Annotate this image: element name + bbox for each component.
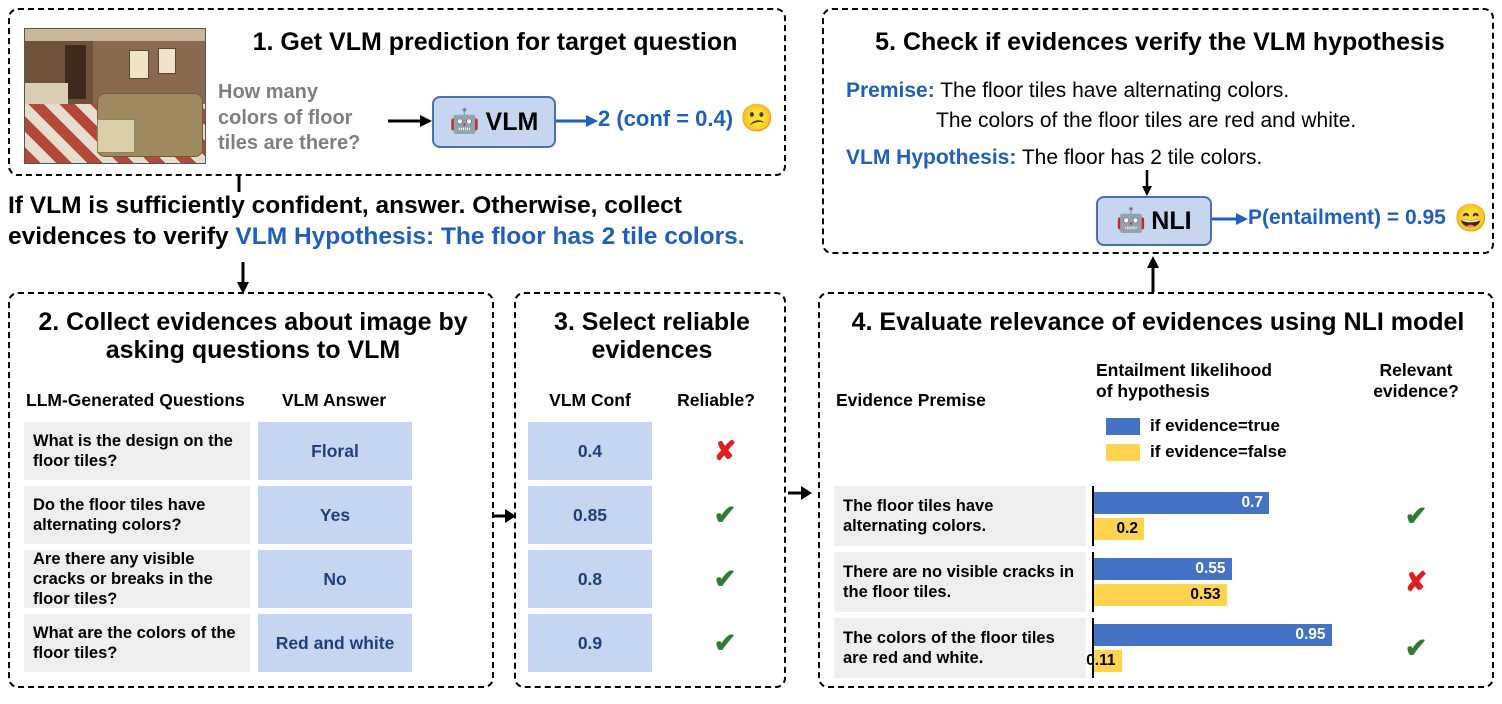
answer-cell: No: [258, 550, 412, 608]
panel-evaluate-relevance: [818, 292, 1494, 688]
hypothesis-block: [846, 146, 1476, 170]
nli-model-box: [1096, 196, 1212, 246]
connector-caption-panel2: [236, 262, 250, 294]
table-row: [24, 422, 482, 480]
question-cell: Do the floor tiles have alternating colors?: [24, 486, 250, 544]
col-header-reliable: Reliable?: [677, 390, 755, 410]
caption-line1: If VLM is sufficiently confident, answer. Otherwise, collect: [8, 192, 682, 219]
question-cell: Are there any visible cracks or breaks in the floor tiles?: [24, 550, 250, 608]
panel3-title: [526, 308, 778, 364]
panel4-title: 4. Evaluate relevance of evidences using NLI model: [851, 308, 1465, 336]
table-row: [24, 614, 482, 672]
vlm-prediction: 2 (conf = 0.4): [598, 106, 734, 131]
panel-get-vlm-prediction: [8, 8, 786, 176]
legend-label-true: if evidence=true: [1150, 416, 1280, 435]
caption-line2: [8, 221, 798, 252]
connector-panel4-panel5: [1146, 254, 1160, 294]
arrow-panel2-panel3: [494, 508, 516, 524]
conf-cell: 0.85: [528, 486, 652, 544]
premise-block: [846, 76, 1476, 136]
legend-item-true: [1106, 416, 1280, 436]
arrow-hypothesis-to-nli: [1140, 170, 1154, 196]
col-header-vlm-conf: VLM Conf: [549, 390, 631, 410]
premise-line1: The floor tiles have alternating colors.: [940, 79, 1290, 102]
panel2-title-line2: asking questions to VLM: [105, 336, 401, 364]
evidence-premise-cell: The floor tiles have alternating colors.: [834, 486, 1086, 546]
arrow-question-to-vlm: [388, 114, 432, 128]
reliable-mark: ✔: [713, 627, 737, 658]
panel-select-reliable-evidences: [514, 292, 786, 688]
entailment-bar-chart: [1086, 618, 1344, 678]
col-header-relevant: [1348, 360, 1484, 402]
bar-evidence-true: 0.55: [1094, 558, 1232, 580]
target-question: How many colors of floor tiles are there?: [218, 81, 361, 155]
panel-check-evidences-verify: [822, 8, 1494, 254]
entailment-result: P(entailment) = 0.95: [1248, 206, 1446, 229]
col-header-vlm-answer: VLM Answer: [281, 390, 387, 410]
answer-cell: Red and white: [258, 614, 412, 672]
table-row: [528, 422, 778, 480]
entailment-bar-chart: [1092, 552, 1344, 612]
legend-item-false: [1106, 442, 1287, 462]
evidence-premise-cell: There are no visible cracks in the floor tiles.: [834, 552, 1086, 612]
reliable-mark: ✔: [713, 563, 737, 594]
flow-caption: [8, 190, 798, 253]
col-header-relevant-line1: Relevant: [1379, 360, 1453, 380]
bar-evidence-false: 0.11: [1094, 650, 1122, 672]
table-row: [24, 486, 482, 544]
legend-swatch-true-icon: [1106, 418, 1140, 435]
panel2-title: [24, 308, 482, 364]
panel2-title-line1: 2. Collect evidences about image by: [38, 308, 468, 336]
bar-evidence-false: 0.2: [1094, 518, 1144, 540]
evidence-premise-cell: The colors of the floor tiles are red and white.: [834, 618, 1086, 678]
panel3-title-line2: evidences: [591, 336, 713, 364]
answer-cell: Floral: [258, 422, 412, 480]
table-row: [834, 618, 1484, 678]
col-header-entailment-line1: Entailment likelihood: [1096, 360, 1272, 380]
col-header-evidence-premise: Evidence Premise: [836, 390, 986, 410]
conf-cell: 0.9: [528, 614, 652, 672]
hypothesis-text: The floor has 2 tile colors.: [1021, 146, 1263, 169]
reliable-mark: ✘: [713, 435, 737, 466]
vlm-label: VLM: [485, 107, 539, 136]
robot-icon: 🤖: [1116, 207, 1147, 234]
panel3-title-line1: 3. Select reliable: [554, 308, 750, 336]
col-header-entailment-line2: of hypothesis: [1096, 381, 1210, 401]
confused-emoji: 😕: [740, 103, 774, 133]
col-header-questions: LLM-Generated Questions: [26, 390, 245, 410]
question-cell: What are the colors of the floor tiles?: [24, 614, 250, 672]
happy-emoji: 😄: [1454, 203, 1488, 233]
robot-icon: 🤖: [449, 108, 480, 135]
conf-cell: 0.8: [528, 550, 652, 608]
relevant-mark: ✘: [1404, 566, 1428, 597]
bar-evidence-true: 0.95: [1094, 624, 1332, 646]
table-row: [528, 614, 778, 672]
premise-label: Premise:: [846, 79, 935, 102]
room-photo: [24, 28, 206, 164]
bar-evidence-false: 0.53: [1094, 584, 1227, 606]
table-row: [528, 550, 778, 608]
panel1-title: 1. Get VLM prediction for target question: [252, 28, 738, 56]
entailment-bar-chart: [1092, 486, 1344, 546]
answer-cell: Yes: [258, 486, 412, 544]
caption-line2-prefix: evidences to verify: [8, 223, 236, 251]
col-header-entailment: [1096, 360, 1326, 402]
hypothesis-label: VLM Hypothesis:: [846, 146, 1017, 169]
question-cell: What is the design on the floor tiles?: [24, 422, 250, 480]
legend-label-false: if evidence=false: [1150, 442, 1287, 461]
panel-collect-evidences: [8, 292, 494, 688]
conf-cell: 0.4: [528, 422, 652, 480]
nli-label: NLI: [1151, 206, 1192, 235]
relevant-mark: ✔: [1404, 500, 1428, 531]
bar-evidence-true: 0.7: [1094, 492, 1269, 514]
premise-line2: The colors of the floor tiles are red and white.: [936, 108, 1357, 132]
table-row: [834, 486, 1484, 546]
reliable-mark: ✔: [713, 499, 737, 530]
vlm-hypothesis-highlight: VLM Hypothesis: The floor has 2 tile colors.: [235, 223, 745, 251]
panel5-title: 5. Check if evidences verify the VLM hypothesis: [875, 28, 1445, 56]
arrow-nli-to-result: [1212, 212, 1248, 226]
legend-swatch-false-icon: [1106, 444, 1140, 461]
table-row: [528, 486, 778, 544]
arrow-panel3-panel4: [788, 485, 812, 501]
table-row: [24, 550, 482, 608]
col-header-relevant-line2: evidence?: [1373, 381, 1459, 401]
arrow-vlm-to-prediction: [556, 114, 598, 128]
relevant-mark: ✔: [1404, 632, 1428, 663]
table-row: [834, 552, 1484, 612]
vlm-model-box: [432, 96, 556, 148]
